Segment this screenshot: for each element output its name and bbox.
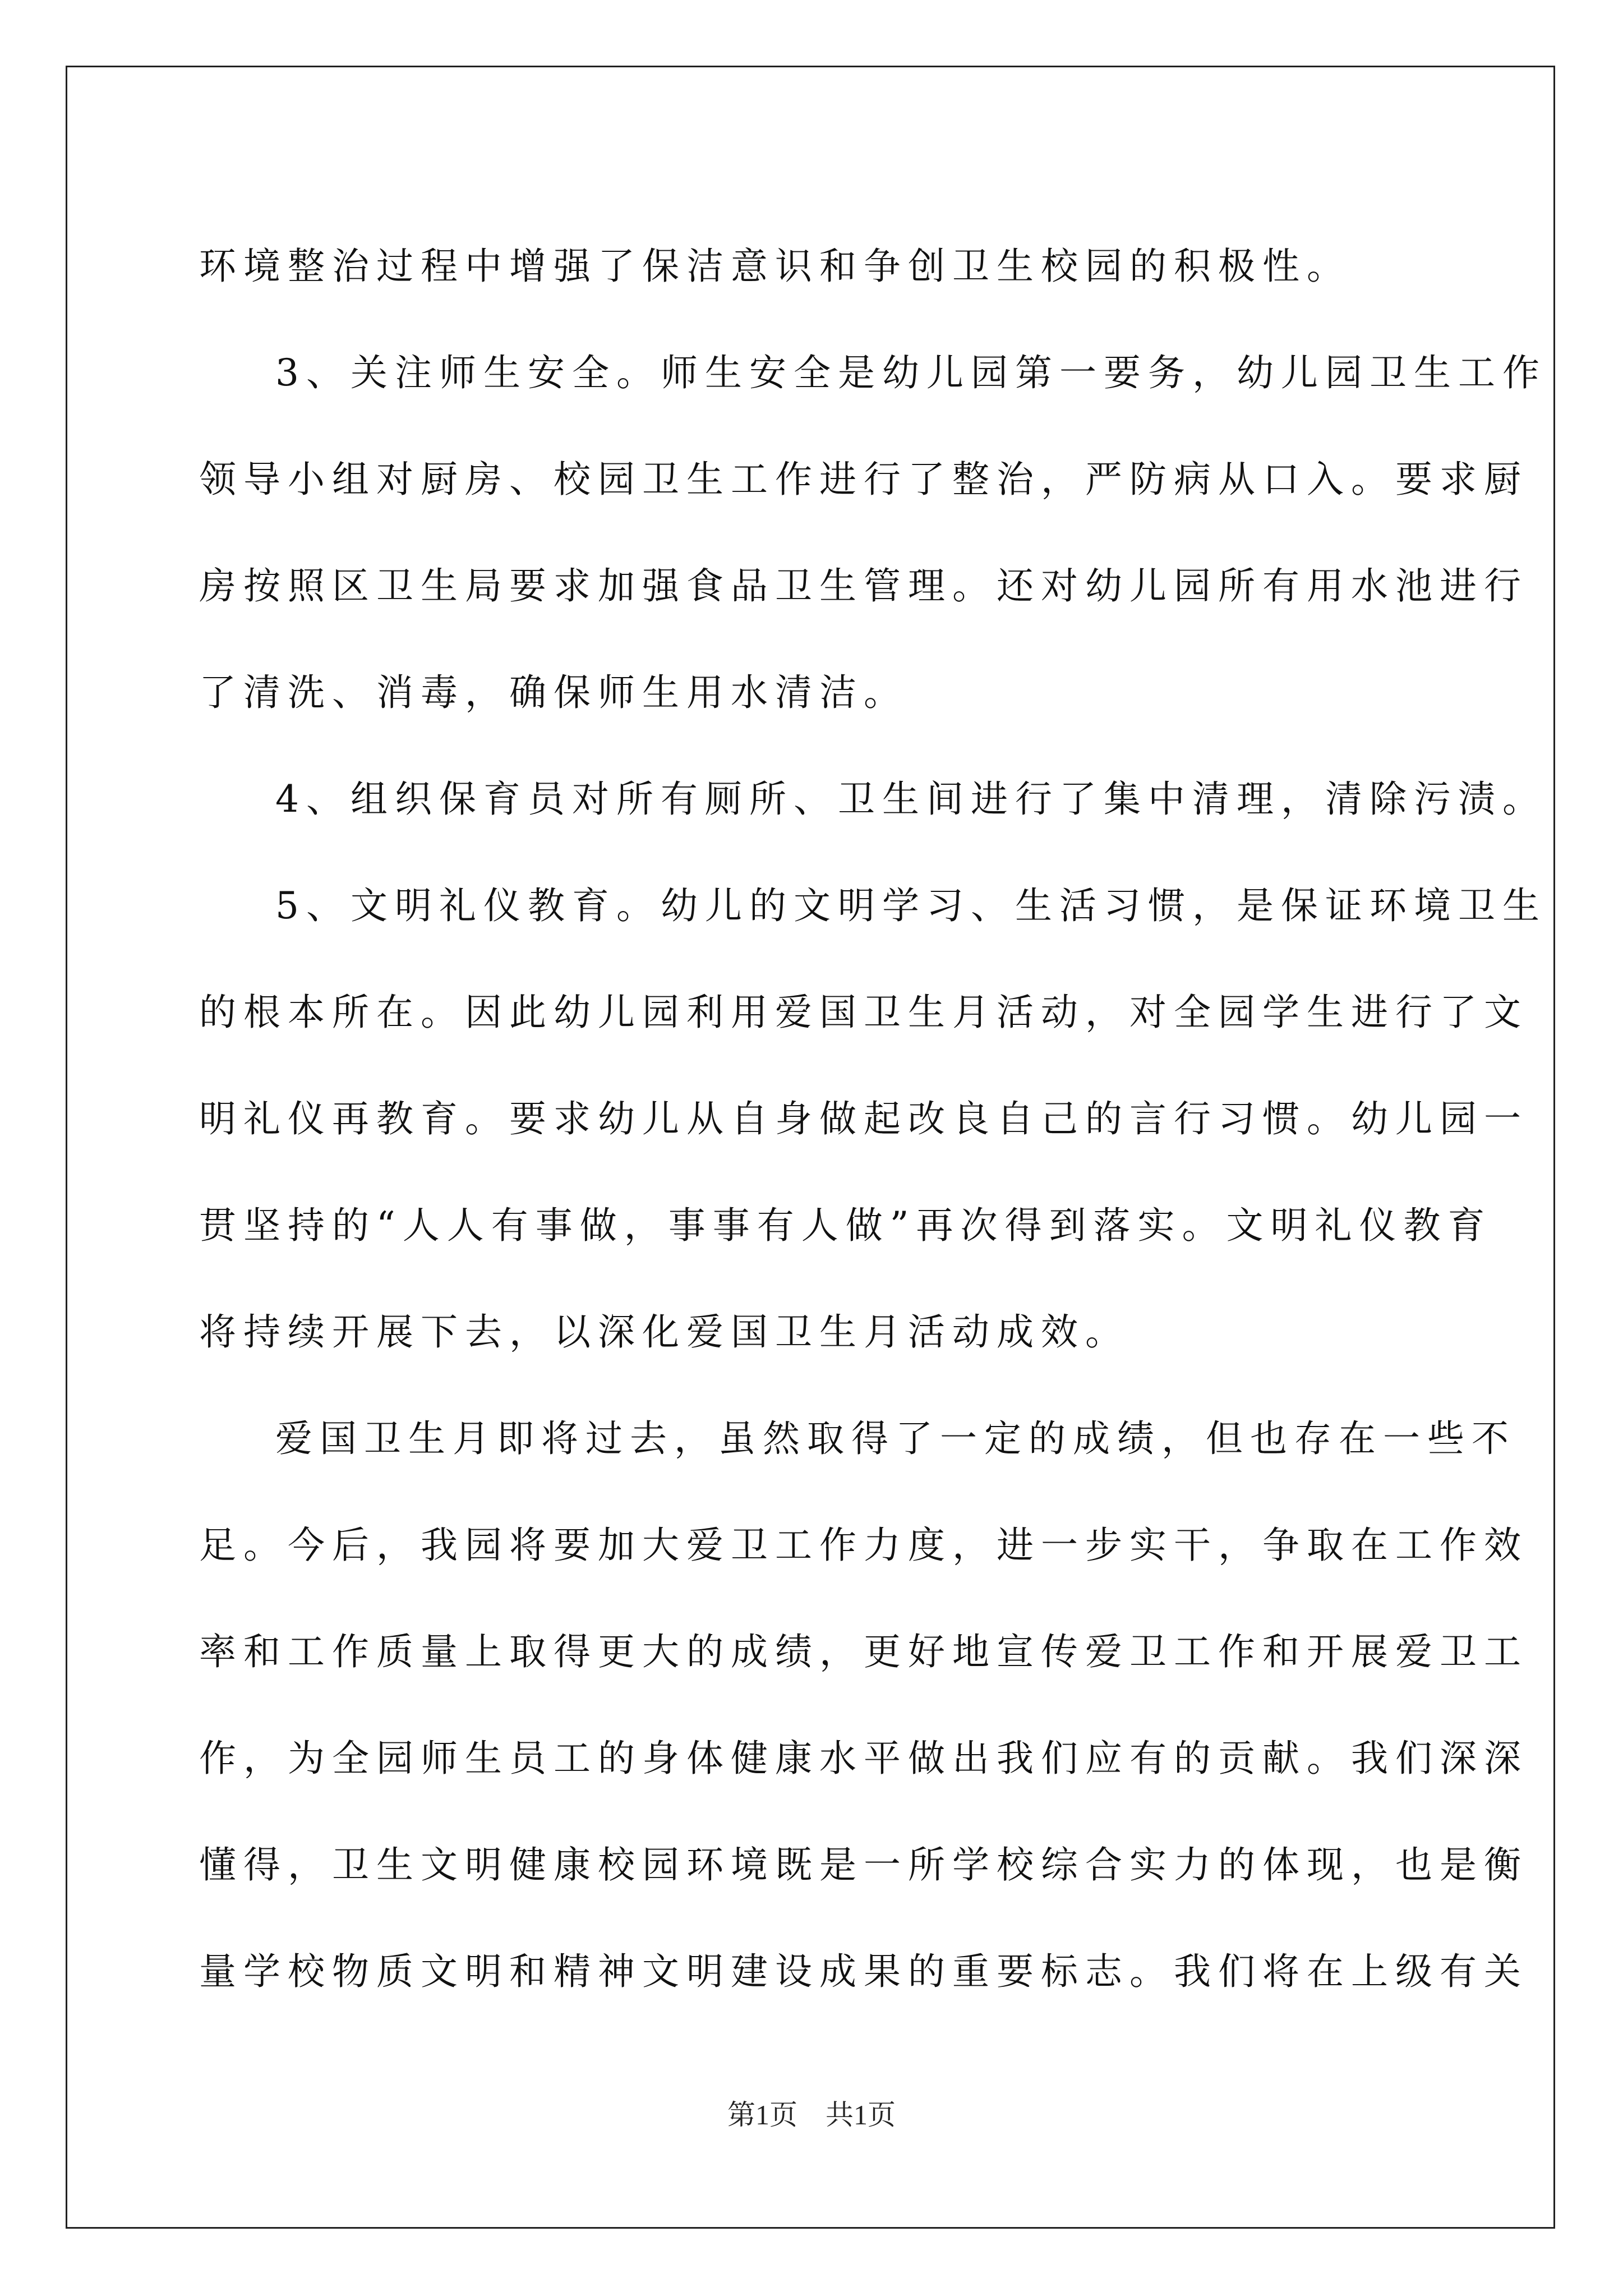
text-line: 5、文明礼仪教育。幼儿的文明学习、生活习惯，是保证环境卫生	[275, 884, 1547, 927]
text-line: 足。今后，我园将要加大爱卫工作力度，进一步实干，争取在工作效	[199, 1524, 1528, 1567]
text-line: 贯坚持的“人人有事做，事事有人做”再次得到落实。文明礼仪教育	[199, 1204, 1492, 1247]
text-line: 率和工作质量上取得更大的成绩，更好地宣传爱卫工作和开展爱卫工	[199, 1630, 1528, 1673]
text-line: 将持续开展下去，以深化爱国卫生月活动成效。	[199, 1310, 1129, 1354]
text-line: 量学校物质文明和精神文明建设成果的重要标志。我们将在上级有关	[199, 1950, 1528, 1993]
text-line: 明礼仪再教育。要求幼儿从自身做起改良自己的言行习惯。幼儿园一	[199, 1097, 1528, 1140]
text-line: 环境整治过程中增强了保洁意识和争创卫生校园的积极性。	[199, 245, 1351, 288]
page-footer: 第1页 共1页	[727, 2099, 896, 2131]
text-line: 3、关注师生安全。师生安全是幼儿园第一要务，幼儿园卫生工作	[275, 351, 1547, 394]
text-line: 了清洗、消毒，确保师生用水清洁。	[199, 671, 908, 714]
document-body	[199, 213, 1547, 2025]
text-line: 作，为全园师生员工的身体健康水平做出我们应有的贡献。我们深深	[199, 1737, 1528, 1780]
text-line: 房按照区卫生局要求加强食品卫生管理。还对幼儿园所有用水池进行	[199, 564, 1528, 608]
text-line: 爱国卫生月即将过去，虽然取得了一定的成绩，但也存在一些不	[275, 1417, 1516, 1460]
text-line: 懂得，卫生文明健康校园环境既是一所学校综合实力的体现，也是衡	[199, 1843, 1528, 1887]
text-line: 4、组织保育员对所有厕所、卫生间进行了集中清理，清除污渍。	[275, 777, 1547, 821]
text-line: 领导小组对厨房、校园卫生工作进行了整治，严防病从口入。要求厨	[199, 458, 1528, 501]
text-line: 的根本所在。因此幼儿园利用爱国卫生月活动，对全园学生进行了文	[199, 991, 1528, 1034]
